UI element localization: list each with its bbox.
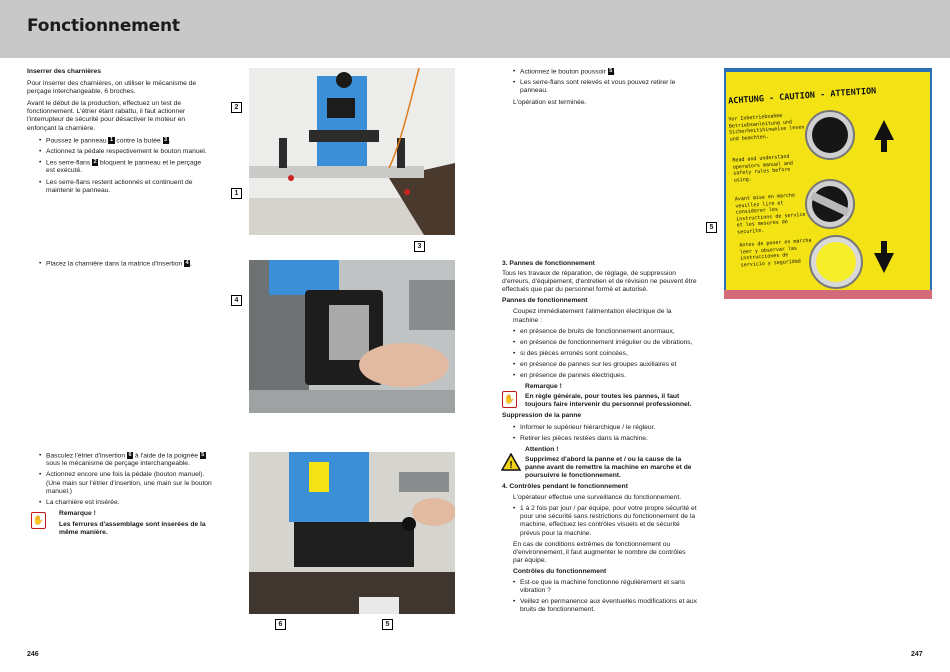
list-item: • Actionnez le bouton poussoir 5 .	[513, 68, 693, 76]
right-top-steps	[513, 68, 693, 111]
list-item: • Est-ce que la machine fonctionne régulièrement et sans vibration ?	[513, 579, 697, 595]
note-label: Remarque !	[525, 383, 562, 391]
list-item: • Placez la charnière dans la matrice d'insertion 4 .	[39, 260, 209, 268]
list-item: • en présence de pannes électriques.	[513, 372, 697, 380]
warning-sign-text-en: Read and understand operators manual and safety rules before using.	[732, 153, 794, 184]
attention-label: Attention !	[525, 445, 559, 453]
photo-insertion-bracket	[249, 452, 455, 614]
list-item: • Poussez le panneau 1 contre la butée 3 .	[39, 137, 207, 145]
manual-icon: ✋	[502, 391, 517, 408]
page-number-left: 246	[27, 651, 39, 658]
list-item: • en présence de fonctionnement irrégulier ou de vibrations,	[513, 339, 697, 347]
right-section-faults	[502, 260, 697, 617]
callout-4: 4	[231, 295, 242, 306]
attention-text: Supprimez d'abord la panne et / ou la cause de la panne avant de remettre la machine en marche et de poursuivre le fonctionnement.	[525, 455, 692, 479]
page-header	[0, 0, 950, 58]
callout-5-panel: 5	[706, 222, 717, 233]
paragraph: En cas de conditions extrêmes de fonctionnement ou d'environnement, il faut augmenter le nombre de contrôles par équipe.	[513, 540, 686, 564]
manual-icon: ✋	[31, 512, 46, 529]
callout-3: 3	[414, 241, 425, 252]
paragraph: L'opérateur effectue une surveillance du fonctionnement.	[513, 494, 682, 502]
paragraph: Tous les travaux de réparation, de réglage, de suppression d'erreurs, d'équipement, d'entretien et de révision ne peuvent être effectués que par du personnel formé et autorisé.	[502, 270, 697, 294]
list-item: • en présence de bruits de fonctionnement anormaux,	[513, 328, 697, 336]
callout-number: 5	[609, 68, 613, 74]
remarque-box	[503, 383, 697, 409]
list-item: • La charnière est insérée.	[39, 499, 219, 507]
machine-overview-drawing	[249, 68, 455, 235]
list-item: • Informer le supérieur hiérarchique / le régleur.	[513, 424, 697, 432]
section-heading: Inserrer des charnières	[27, 68, 101, 75]
paragraph: Coupez immédiatement l'alimentation électrique de la machine :	[513, 308, 672, 324]
left-step-insert	[32, 452, 219, 537]
list-item: • Les serre-flans restent actionnés et continuent de maintenir le panneau.	[39, 179, 207, 195]
callout-5: 5	[382, 619, 393, 630]
callout-number: 1	[109, 136, 114, 143]
photo-control-panel	[724, 68, 932, 299]
paragraph: Pour inserrer des charnières, on utiliser le mécanisme de perçage interchangeable, 6 broches.	[27, 80, 197, 96]
warning-sign-title: ACHTUNG - CAUTION - ATTENTION	[727, 86, 877, 107]
callout-2: 2	[231, 102, 242, 113]
section-title: 3. Pannes de fonctionnement	[502, 260, 595, 267]
svg-text:!: !	[509, 459, 513, 471]
paragraph: L'opération est terminée.	[513, 98, 587, 106]
callout-number: 2	[93, 159, 97, 166]
warning-sign-text-es: Antes de poner en marcha leer y observar las instrucciones de servicio y seguridad	[739, 237, 812, 269]
paragraph: Avant le début de la production, effectuez un test de fonctionnement. L'étrier étant rabattu, il faut actionner l'interrupteur de sécurité pour désactiver le moteur en enfonçant la charnière.	[27, 100, 186, 132]
callout-number: 3	[164, 136, 168, 143]
callout-1: 1	[231, 188, 242, 199]
attention-box	[509, 445, 697, 480]
callout-number: 6	[128, 452, 132, 458]
note-text: En règle générale, pour toutes les pannes, il faut toujours faire intervenir du personnel professionnel.	[525, 393, 692, 409]
callout-number: 4	[185, 260, 189, 266]
insertion-bracket-drawing	[249, 452, 455, 614]
list-item: • Les serre-flans sont relevés et vous pouvez retirer le panneau.	[513, 79, 693, 95]
list-item: • 1 à 2 fois par jour / par équipe, pour votre propre sécurité et pour une sécurité sans restrictions du fonctionnement de la machine, effectuez les contrôles visuels et de sécurité prévus pour la machine.	[513, 505, 697, 537]
suppression-block	[502, 424, 697, 481]
page-number-right: 247	[911, 651, 923, 658]
callout-number: 5	[201, 452, 205, 458]
note-text: Les ferrures d'assemblage sont inserées de la même manière.	[59, 520, 206, 537]
list-item: • Retirer les pièces restées dans la machine.	[513, 435, 697, 443]
pannes-block	[502, 308, 697, 409]
list-item: • Actionnez la pédale respectivement le bouton manuel.	[39, 148, 207, 156]
warning-sign-text-de: Vor Inbetriebnahme Betriebsanleitung und Sicherheitshinweise lesen und beachten.	[728, 112, 805, 143]
subheading: Suppression de la panne	[502, 412, 582, 420]
warning-icon	[501, 453, 521, 471]
left-section-hinges	[27, 68, 207, 198]
photo-hinge-matrix	[249, 260, 455, 413]
subheading: Pannes de fonctionnement	[502, 297, 588, 305]
page-title: Fonctionnement	[27, 16, 180, 36]
note-box	[32, 509, 219, 537]
list-item: • Basculez l'étrier d'insertion 6 à l'aide de la poignée 5 sous le mécanisme de perçage interchangeable.	[39, 452, 219, 468]
warning-sign-text-fr: Avant mise en marche veuillez lire et considerer les instructions de service et les mesures de securite.	[734, 192, 806, 236]
list-item: • si des pièces erronés sont coincées,	[513, 350, 697, 358]
hinge-matrix-drawing	[249, 260, 455, 413]
list-item: • en présence de pannes sur les groupes auxiliaires et	[513, 361, 697, 369]
note-label: Remarque !	[59, 509, 96, 517]
left-step-place-hinge	[39, 260, 209, 271]
list-item: • Veillez en permanence aux éventuelles modifications et aux bruits de fonctionnement.	[513, 598, 697, 614]
subheading: Contrôles du fonctionnement	[513, 567, 607, 575]
section-title: 4. Contrôles pendant le fonctionnement	[502, 483, 628, 491]
photo-machine-overview	[249, 68, 455, 235]
controls-block	[502, 494, 697, 614]
list-item: • Actionnez encore une fois la pédale (bouton manuel). (Une main sur l'étrier d'insertion, une main sur le bouton manuel.)	[39, 471, 219, 495]
callout-6: 6	[275, 619, 286, 630]
list-item: • Les serre-flans 2 bloquent le panneau et le perçage est exécuté.	[39, 159, 207, 175]
steps-list	[39, 137, 207, 195]
